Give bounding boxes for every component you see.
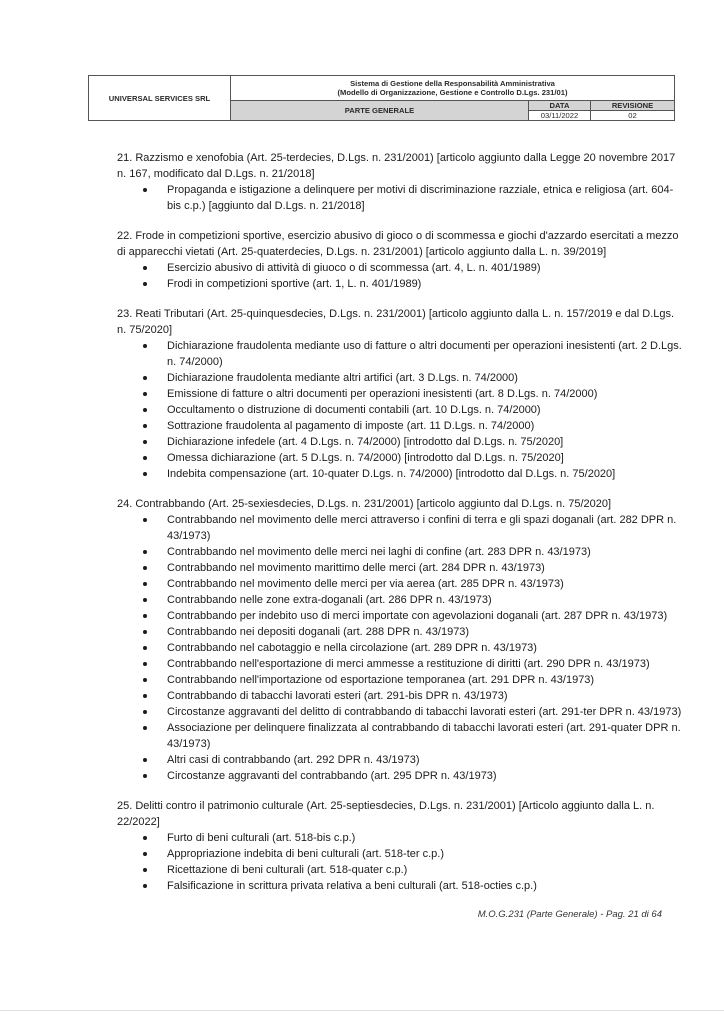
list-item: Frodi in competizioni sportive (art. 1, L. n. 401/1989) — [142, 276, 685, 292]
list-item: Contrabbando nel movimento delle merci per via aerea (art. 285 DPR n. 43/1973) — [142, 576, 685, 592]
list-item: Contrabbando nell'esportazione di merci ammesse a restituzione di diritti (art. 290 DPR n. 43/1973) — [142, 656, 685, 672]
list-item: Contrabbando di tabacchi lavorati esteri (art. 291-bis DPR n. 43/1973) — [142, 688, 685, 704]
item-list — [117, 338, 685, 482]
revision-value: 02 — [591, 111, 675, 121]
list-item: Dichiarazione fraudolenta mediante altri artifici (art. 3 D.Lgs. n. 74/2000) — [142, 370, 685, 386]
scan-edge-divider — [0, 1010, 724, 1011]
list-item: Circostanze aggravanti del contrabbando (art. 295 DPR n. 43/1973) — [142, 768, 685, 784]
document-body — [117, 150, 685, 908]
part-label: PARTE GENERALE — [231, 101, 529, 121]
item-list — [117, 512, 685, 784]
section-title: 25. Delitti contro il patrimonio culturale (Art. 25-septiesdecies, D.Lgs. n. 231/2001) [Articolo aggiunto dalla L. n. 22/2022] — [117, 800, 655, 828]
list-item: Omessa dichiarazione (art. 5 D.Lgs. n. 74/2000) [introdotto dal D.Lgs. n. 75/2020] — [142, 450, 685, 466]
system-title-line1: Sistema di Gestione della Responsabilità Amministrativa — [350, 79, 555, 88]
list-item: Propaganda e istigazione a delinquere per motivi di discriminazione razziale, etnica e religiosa (art. 604-bis c.p.) [aggiunto dal D.Lgs. n. 21/2018] — [142, 182, 685, 214]
section-22 — [117, 228, 685, 292]
section-25 — [117, 798, 685, 894]
company-name: UNIVERSAL SERVICES SRL — [89, 76, 231, 121]
system-title-line2: (Modello di Organizzazione, Gestione e Controllo D.Lgs. 231/01) — [337, 88, 568, 97]
list-item: Appropriazione indebita di beni culturali (art. 518-ter c.p.) — [142, 846, 685, 862]
list-item: Indebita compensazione (art. 10-quater D.Lgs. n. 74/2000) [introdotto dal D.Lgs. n. 75/2020] — [142, 466, 685, 482]
item-list — [117, 830, 685, 894]
section-23 — [117, 306, 685, 482]
date-value: 03/11/2022 — [529, 111, 591, 121]
section-21 — [117, 150, 685, 214]
list-item: Contrabbando nel movimento delle merci attraverso i confini di terra e gli spazi doganali (art. 282 DPR n. 43/1973) — [142, 512, 685, 544]
section-title: 24. Contrabbando (Art. 25-sexiesdecies, D.Lgs. n. 231/2001) [articolo aggiunto dal D.Lgs. n. 75/2020] — [117, 498, 612, 510]
section-title: 22. Frode in competizioni sportive, esercizio abusivo di gioco o di scommessa e giochi d'azzardo esercitati a mezzo di apparecchi vietati (Art. 25-quaterdecies, D.Lgs. n. 231/2001) [articolo aggiunto dalla L. n. 39/2019] — [117, 230, 679, 258]
revision-label: REVISIONE — [591, 101, 675, 111]
system-title — [231, 76, 675, 101]
list-item: Occultamento o distruzione di documenti contabili (art. 10 D.Lgs. n. 74/2000) — [142, 402, 685, 418]
list-item: Contrabbando nell'importazione od esportazione temporanea (art. 291 DPR n. 43/1973) — [142, 672, 685, 688]
list-item: Dichiarazione fraudolenta mediante uso di fatture o altri documenti per operazioni inesistenti (art. 2 D.Lgs. n. 74/2000) — [142, 338, 685, 370]
list-item: Esercizio abusivo di attività di giuoco o di scommessa (art. 4, L. n. 401/1989) — [142, 260, 685, 276]
list-item: Contrabbando nel movimento marittimo delle merci (art. 284 DPR n. 43/1973) — [142, 560, 685, 576]
list-item: Falsificazione in scrittura privata relativa a beni culturali (art. 518-octies c.p.) — [142, 878, 685, 894]
list-item: Dichiarazione infedele (art. 4 D.Lgs. n. 74/2000) [introdotto dal D.Lgs. n. 75/2020] — [142, 434, 685, 450]
list-item: Associazione per delinquere finalizzata al contrabbando di tabacchi lavorati esteri (art. 291-quater DPR n. 43/1973) — [142, 720, 685, 752]
list-item: Contrabbando per indebito uso di merci importate con agevolazioni doganali (art. 287 DPR n. 43/1973) — [142, 608, 685, 624]
list-item: Altri casi di contrabbando (art. 292 DPR n. 43/1973) — [142, 752, 685, 768]
item-list — [117, 260, 685, 292]
list-item: Contrabbando nel movimento delle merci nei laghi di confine (art. 283 DPR n. 43/1973) — [142, 544, 685, 560]
list-item: Sottrazione fraudolenta al pagamento di imposte (art. 11 D.Lgs. n. 74/2000) — [142, 418, 685, 434]
list-item: Emissione di fatture o altri documenti per operazioni inesistenti (art. 8 D.Lgs. n. 74/2000) — [142, 386, 685, 402]
item-list — [117, 182, 685, 214]
section-24 — [117, 496, 685, 784]
list-item: Contrabbando nelle zone extra-doganali (art. 286 DPR n. 43/1973) — [142, 592, 685, 608]
page-footer: M.O.G.231 (Parte Generale) - Pag. 21 di 64 — [477, 909, 662, 920]
list-item: Furto di beni culturali (art. 518-bis c.p.) — [142, 830, 685, 846]
section-title: 23. Reati Tributari (Art. 25-quinquesdecies, D.Lgs. n. 231/2001) [articolo aggiunto dalla L. n. 157/2019 e dal D.Lgs. n. 75/2020] — [117, 308, 675, 336]
list-item: Circostanze aggravanti del delitto di contrabbando di tabacchi lavorati esteri (art. 291-ter DPR n. 43/1973) — [142, 704, 685, 720]
list-item: Contrabbando nei depositi doganali (art. 288 DPR n. 43/1973) — [142, 624, 685, 640]
list-item: Ricettazione di beni culturali (art. 518-quater c.p.) — [142, 862, 685, 878]
list-item: Contrabbando nel cabotaggio e nella circolazione (art. 289 DPR n. 43/1973) — [142, 640, 685, 656]
section-title: 21. Razzismo e xenofobia (Art. 25-terdecies, D.Lgs. n. 231/2001) [articolo aggiunto dalla Legge 20 novembre 2017 n. 167, modificato dal D.Lgs. n. 21/2018] — [117, 152, 676, 180]
document-header-table — [88, 75, 675, 121]
date-label: DATA — [529, 101, 591, 111]
